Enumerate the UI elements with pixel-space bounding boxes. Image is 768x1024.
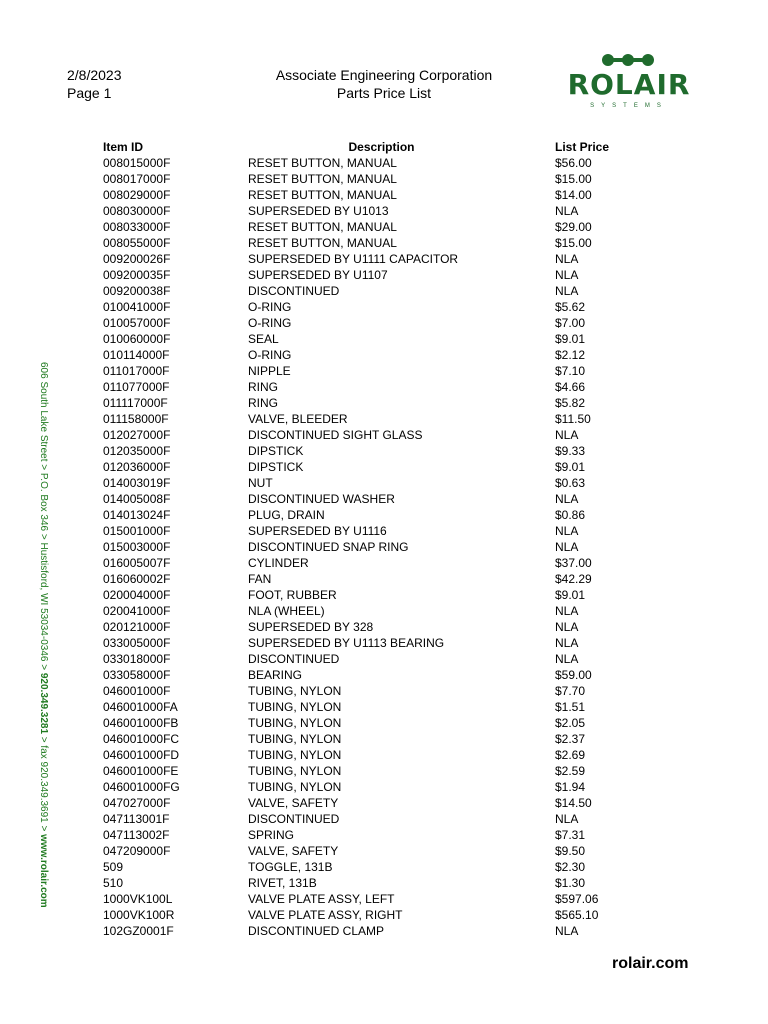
rolair-logo <box>558 50 700 116</box>
table-row <box>103 635 663 651</box>
description-cell: RESET BUTTON, MANUAL <box>248 220 397 234</box>
price-cell: NLA <box>555 252 579 266</box>
report-date: 2/8/2023 <box>67 67 122 83</box>
description-cell: SUPERSEDED BY 328 <box>248 620 374 634</box>
price-cell: $1.51 <box>555 700 586 714</box>
item-id-cell: 509 <box>103 860 124 874</box>
item-id-cell: 1000VK100L <box>103 892 173 906</box>
price-cell: $1.30 <box>555 876 586 890</box>
item-id-cell: 046001000FB <box>103 716 179 730</box>
description-cell: RESET BUTTON, MANUAL <box>248 236 397 250</box>
table-row <box>103 443 663 459</box>
price-cell: NLA <box>555 492 579 506</box>
item-id-cell: 010060000F <box>103 332 171 346</box>
description-cell: DIPSTICK <box>248 460 304 474</box>
price-cell: NLA <box>555 284 579 298</box>
table-row <box>103 459 663 475</box>
logo-subtitle: SYSTEMS <box>590 103 668 109</box>
price-cell: NLA <box>555 204 579 218</box>
fax-text: > fax 920.349.3691 > <box>38 734 49 835</box>
description-cell: PLUG, DRAIN <box>248 508 325 522</box>
price-cell: NLA <box>555 636 579 650</box>
item-id-cell: 010041000F <box>103 300 171 314</box>
price-cell: $597.06 <box>555 892 599 906</box>
description-cell: DISCONTINUED <box>248 284 340 298</box>
description-cell: VALVE, SAFETY <box>248 796 339 810</box>
description-cell: DISCONTINUED SNAP RING <box>248 540 409 554</box>
item-id-cell: 020004000F <box>103 588 171 602</box>
price-cell: $9.01 <box>555 332 586 346</box>
description-cell: DISCONTINUED WASHER <box>248 492 395 506</box>
price-cell: NLA <box>555 924 579 938</box>
table-row <box>103 523 663 539</box>
description-cell: SPRING <box>248 828 295 842</box>
price-cell: $0.86 <box>555 508 586 522</box>
price-cell: $59.00 <box>555 668 592 682</box>
description-cell: RESET BUTTON, MANUAL <box>248 188 397 202</box>
price-cell: $9.33 <box>555 444 586 458</box>
price-cell: $37.00 <box>555 556 592 570</box>
item-id-cell: 047209000F <box>103 844 171 858</box>
item-id-cell: 008029000F <box>103 188 171 202</box>
table-header <box>103 139 663 155</box>
table-row <box>103 155 663 171</box>
table-row <box>103 539 663 555</box>
price-cell: NLA <box>555 524 579 538</box>
description-cell: FAN <box>248 572 272 586</box>
table-row <box>103 427 663 443</box>
price-cell: $14.00 <box>555 188 592 202</box>
description-cell: DISCONTINUED SIGHT GLASS <box>248 428 423 442</box>
price-cell: $56.00 <box>555 156 592 170</box>
item-id-cell: 510 <box>103 876 124 890</box>
table-row <box>103 715 663 731</box>
description-cell: DISCONTINUED <box>248 812 340 826</box>
description-cell: TUBING, NYLON <box>248 684 342 698</box>
item-id-cell: 047113002F <box>103 828 170 842</box>
table-row <box>103 859 663 875</box>
item-id-cell: 016060002F <box>103 572 171 586</box>
price-cell: NLA <box>555 540 579 554</box>
item-id-cell: 033005000F <box>103 636 171 650</box>
price-cell: NLA <box>555 268 579 282</box>
price-cell: $11.50 <box>555 412 591 426</box>
table-row <box>103 731 663 747</box>
item-id-cell: 102GZ0001F <box>103 924 174 938</box>
table-row <box>103 379 663 395</box>
price-cell: NLA <box>555 428 579 442</box>
item-id-cell: 046001000FC <box>103 732 180 746</box>
col-list-price: List Price <box>555 140 610 154</box>
price-cell: $1.94 <box>555 780 586 794</box>
item-id-cell: 011117000F <box>103 396 168 410</box>
table-row <box>103 923 663 939</box>
item-id-cell: 009200038F <box>103 284 171 298</box>
item-id-cell: 015001000F <box>103 524 171 538</box>
address-sidebar <box>36 362 50 942</box>
price-cell: $0.63 <box>555 476 586 490</box>
price-cell: $7.00 <box>555 316 586 330</box>
item-id-cell: 010057000F <box>103 316 171 330</box>
item-id-cell: 014003019F <box>103 476 171 490</box>
description-cell: DISCONTINUED <box>248 652 340 666</box>
item-id-cell: 046001000FD <box>103 748 180 762</box>
price-cell: $14.50 <box>555 796 592 810</box>
table-row <box>103 827 663 843</box>
item-id-cell: 014005008F <box>103 492 171 506</box>
description-cell: O-RING <box>248 316 292 330</box>
item-id-cell: 008033000F <box>103 220 171 234</box>
table-row <box>103 411 663 427</box>
description-cell: VALVE, SAFETY <box>248 844 339 858</box>
price-cell: $5.62 <box>555 300 586 314</box>
item-id-cell: 011017000F <box>103 364 170 378</box>
table-row <box>103 315 663 331</box>
price-cell: $29.00 <box>555 220 592 234</box>
logo-wordmark: ROLAIR <box>567 68 691 101</box>
item-id-cell: 033018000F <box>103 652 171 666</box>
table-row <box>103 891 663 907</box>
item-id-cell: 012035000F <box>103 444 171 458</box>
phone-number: 920.349.3281 <box>38 672 49 735</box>
table-row <box>103 811 663 827</box>
table-row <box>103 235 663 251</box>
description-cell: SUPERSEDED BY U1107 <box>248 268 388 282</box>
description-cell: O-RING <box>248 300 292 314</box>
item-id-cell: 008030000F <box>103 204 171 218</box>
item-id-cell: 010114000F <box>103 348 170 362</box>
table-row <box>103 219 663 235</box>
price-cell: $2.69 <box>555 748 586 762</box>
footer-site[interactable]: rolair.com <box>612 955 689 972</box>
table-row <box>103 603 663 619</box>
description-cell: RING <box>248 396 278 410</box>
table-row <box>103 795 663 811</box>
col-description: Description <box>348 140 415 154</box>
description-cell: VALVE PLATE ASSY, RIGHT <box>248 908 403 922</box>
price-cell: NLA <box>555 604 579 618</box>
description-cell: NUT <box>248 476 273 490</box>
table-row <box>103 347 663 363</box>
website-link[interactable]: www.rolair.com <box>38 834 49 908</box>
item-id-cell: 008017000F <box>103 172 171 186</box>
table-row <box>103 475 663 491</box>
price-cell: $7.70 <box>555 684 586 698</box>
item-id-cell: 046001000FA <box>103 700 178 714</box>
item-id-cell: 008055000F <box>103 236 171 250</box>
price-cell: $2.12 <box>555 348 586 362</box>
price-cell: $2.05 <box>555 716 586 730</box>
logo-mark-icon <box>600 52 656 68</box>
header-center <box>244 66 524 102</box>
description-cell: NIPPLE <box>248 364 291 378</box>
col-item-id: Item ID <box>103 140 144 154</box>
table-row <box>103 843 663 859</box>
table-row <box>103 283 663 299</box>
table-row <box>103 187 663 203</box>
table-row <box>103 875 663 891</box>
table-row <box>103 171 663 187</box>
table-row <box>103 267 663 283</box>
page-number: Page 1 <box>67 85 112 101</box>
item-id-cell: 011077000F <box>103 380 170 394</box>
table-row <box>103 779 663 795</box>
table-row <box>103 747 663 763</box>
price-cell: $15.00 <box>555 172 592 186</box>
price-cell: $2.59 <box>555 764 586 778</box>
description-cell: SUPERSEDED BY U1116 <box>248 524 387 538</box>
item-id-cell: 047113001F <box>103 812 170 826</box>
price-cell: NLA <box>555 812 579 826</box>
description-cell: TOGGLE, 131B <box>248 860 333 874</box>
table-row <box>103 395 663 411</box>
description-cell: O-RING <box>248 348 292 362</box>
table-row <box>103 651 663 667</box>
table-row <box>103 907 663 923</box>
description-cell: TUBING, NYLON <box>248 780 342 794</box>
description-cell: VALVE, BLEEDER <box>248 412 348 426</box>
table-row <box>103 251 663 267</box>
description-cell: RESET BUTTON, MANUAL <box>248 172 397 186</box>
description-cell: SUPERSEDED BY U1111 CAPACITOR <box>248 252 459 266</box>
price-cell: $5.82 <box>555 396 586 410</box>
item-id-cell: 1000VK100R <box>103 908 175 922</box>
table-row <box>103 299 663 315</box>
price-cell: $15.00 <box>555 236 592 250</box>
table-row <box>103 619 663 635</box>
description-cell: CYLINDER <box>248 556 309 570</box>
item-id-cell: 009200026F <box>103 252 171 266</box>
table-row <box>103 699 663 715</box>
table-row <box>103 667 663 683</box>
item-id-cell: 012036000F <box>103 460 171 474</box>
item-id-cell: 020041000F <box>103 604 171 618</box>
item-id-cell: 011158000F <box>103 412 169 426</box>
description-cell: RESET BUTTON, MANUAL <box>248 156 397 170</box>
table-row <box>103 763 663 779</box>
description-cell: VALVE PLATE ASSY, LEFT <box>248 892 395 906</box>
table-row <box>103 587 663 603</box>
description-cell: SUPERSEDED BY U1013 <box>248 204 389 218</box>
address-text: 606 South Lake Street > P.O. Box 346 > Hustisford, WI 53034-0346 > <box>38 362 49 673</box>
table-row <box>103 491 663 507</box>
description-cell: BEARING <box>248 668 303 682</box>
price-cell: NLA <box>555 652 579 666</box>
company-name: Associate Engineering Corporation <box>275 67 493 83</box>
item-id-cell: 008015000F <box>103 156 171 170</box>
price-cell: $7.31 <box>555 828 586 842</box>
price-cell: $42.29 <box>555 572 592 586</box>
item-id-cell: 033058000F <box>103 668 171 682</box>
item-id-cell: 047027000F <box>103 796 171 810</box>
description-cell: SUPERSEDED BY U1113 BEARING <box>248 636 445 650</box>
price-cell: $2.30 <box>555 860 586 874</box>
description-cell: RIVET, 131B <box>248 876 317 890</box>
item-id-cell: 014013024F <box>103 508 171 522</box>
item-id-cell: 012027000F <box>103 428 171 442</box>
description-cell: TUBING, NYLON <box>248 748 342 762</box>
description-cell: DIPSTICK <box>248 444 304 458</box>
price-cell: $9.01 <box>555 588 586 602</box>
description-cell: TUBING, NYLON <box>248 700 342 714</box>
item-id-cell: 046001000FE <box>103 764 179 778</box>
price-cell: NLA <box>555 620 579 634</box>
description-cell: SEAL <box>248 332 279 346</box>
table-row <box>103 571 663 587</box>
item-id-cell: 046001000F <box>103 684 171 698</box>
price-cell: $9.50 <box>555 844 586 858</box>
description-cell: TUBING, NYLON <box>248 732 342 746</box>
description-cell: DISCONTINUED CLAMP <box>248 924 385 938</box>
item-id-cell: 020121000F <box>103 620 171 634</box>
price-cell: $9.01 <box>555 460 586 474</box>
description-cell: TUBING, NYLON <box>248 716 342 730</box>
item-id-cell: 015003000F <box>103 540 171 554</box>
price-cell: $565.10 <box>555 908 599 922</box>
price-table <box>103 139 663 939</box>
item-id-cell: 016005007F <box>103 556 171 570</box>
document-title: Parts Price List <box>336 85 432 101</box>
table-row <box>103 683 663 699</box>
description-cell: TUBING, NYLON <box>248 764 342 778</box>
table-row <box>103 507 663 523</box>
header-left <box>67 66 122 102</box>
item-id-cell: 009200035F <box>103 268 171 282</box>
description-cell: RING <box>248 380 278 394</box>
price-cell: $7.10 <box>555 364 586 378</box>
price-cell: $4.66 <box>555 380 586 394</box>
price-cell: $2.37 <box>555 732 586 746</box>
table-row <box>103 555 663 571</box>
table-row <box>103 363 663 379</box>
item-id-cell: 046001000FG <box>103 780 180 794</box>
table-row <box>103 331 663 347</box>
description-cell: FOOT, RUBBER <box>248 588 337 602</box>
table-body <box>103 155 663 939</box>
description-cell: NLA (WHEEL) <box>248 604 325 618</box>
table-row <box>103 203 663 219</box>
